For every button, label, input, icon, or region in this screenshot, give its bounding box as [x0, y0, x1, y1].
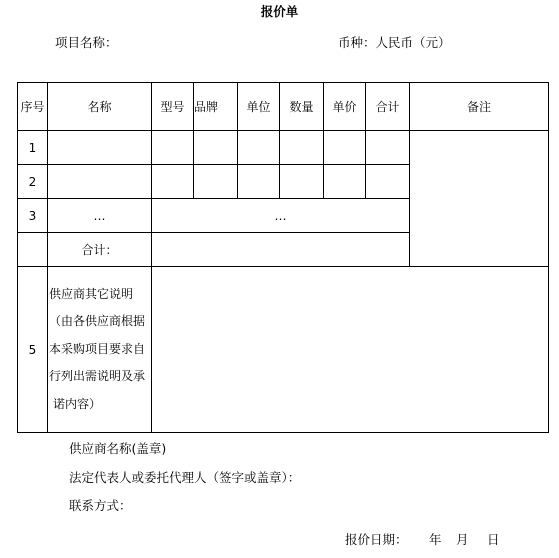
- header-total: 合计: [366, 83, 410, 131]
- cell-name: [48, 131, 152, 165]
- cell-quantity: [280, 131, 324, 165]
- header-model: 型号: [152, 83, 194, 131]
- remarks-cell: [410, 131, 549, 267]
- cell-model: [152, 131, 194, 165]
- remark-seq: 5: [18, 267, 48, 433]
- header-brand: 品牌: [194, 83, 238, 131]
- header-remarks: 备注: [410, 83, 549, 131]
- cell-quantity: [280, 165, 324, 199]
- row-seq: 2: [18, 165, 48, 199]
- cell-total: [366, 131, 410, 165]
- remark-line: （由各供应商根据: [49, 314, 146, 329]
- cell-name-ellipsis: …: [48, 199, 152, 233]
- row-seq: 1: [18, 131, 48, 165]
- quote-date-label: 报价日期：: [345, 532, 408, 547]
- project-name-label: 项目名称：: [55, 35, 118, 50]
- cell-name: [48, 165, 152, 199]
- total-seq-empty: [18, 233, 48, 267]
- date-day-label: 日: [487, 532, 500, 547]
- document-title: 报价单: [260, 4, 299, 19]
- cell-total: [366, 165, 410, 199]
- header-unit: 单位: [238, 83, 280, 131]
- remark-line: 供应商其它说明: [49, 286, 134, 301]
- representative-label: 法定代表人或委托代理人（签字或盖章）：: [69, 470, 301, 485]
- cell-unit-price: [324, 131, 366, 165]
- remark-line: 行列出需说明及承: [49, 369, 146, 384]
- date-month-label: 月: [456, 532, 469, 547]
- quotation-table: [17, 82, 549, 433]
- header-quantity: 数量: [280, 83, 324, 131]
- cell-unit: [238, 165, 280, 199]
- remark-line: 本采购项目要求自: [49, 341, 146, 356]
- total-label: 合计：: [48, 233, 152, 267]
- supplier-remark-content: [152, 267, 549, 433]
- header-unit-price: 单价: [324, 83, 366, 131]
- supplier-name-label: 供应商名称(盖章): [69, 441, 167, 456]
- cell-brand: [194, 131, 238, 165]
- cell-unit: [238, 131, 280, 165]
- cell-brand: [194, 165, 238, 199]
- header-seq: 序号: [18, 83, 48, 131]
- supplier-remark-row: [18, 267, 549, 433]
- supplier-remark-label: [48, 267, 152, 433]
- remark-line: 诺内容）: [53, 396, 102, 411]
- cell-model: [152, 165, 194, 199]
- currency-label: 币种：人民币（元）: [338, 35, 451, 50]
- row-seq: 3: [18, 199, 48, 233]
- table-row: [18, 131, 549, 165]
- header-name: 名称: [48, 83, 152, 131]
- table-header-row: [18, 83, 549, 131]
- cell-merged-ellipsis: …: [152, 199, 410, 233]
- cell-unit-price: [324, 165, 366, 199]
- contact-label: 联系方式：: [69, 498, 132, 513]
- total-value-cell: [152, 233, 410, 267]
- date-year-label: 年: [429, 532, 442, 547]
